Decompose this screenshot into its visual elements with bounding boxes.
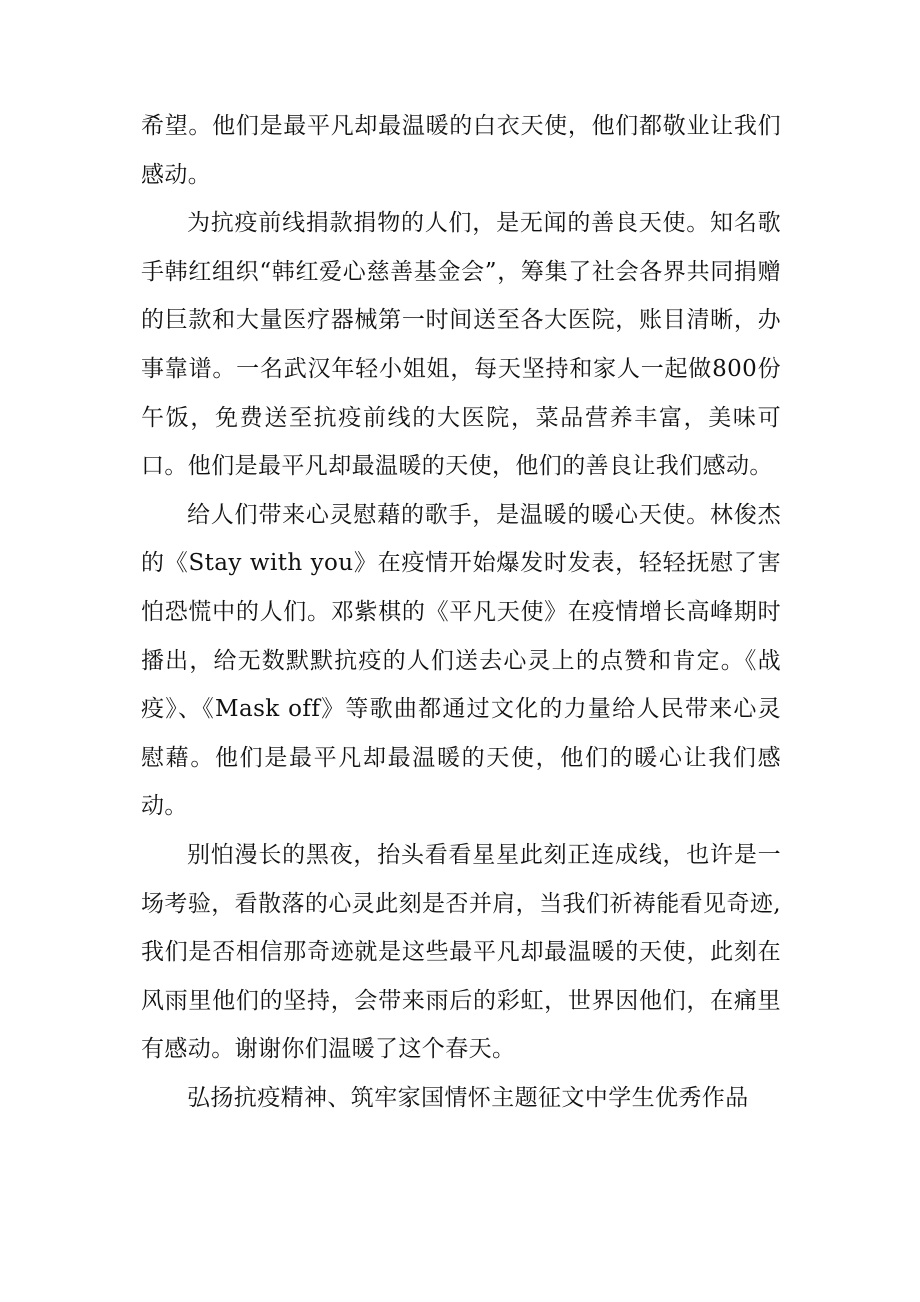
paragraph-conclusion: 别怕漫长的黑夜，抬头看看星星此刻正连成线，也许是一场考验，看散落的心灵此刻是否并肩，当我们祈祷能看见奇迹,我们是否相信那奇迹就是这些最平凡却最温暖的天使，此刻在风雨里他们的坚持，会带来雨后的彩虹，世界因他们，在痛里有感动。谢谢你们温暖了这个春天。 (141, 841, 781, 1063)
paragraph-singers: 给人们带来心灵慰藉的歌手，是温暖的暖心天使。林俊杰的《Stay with you》在疫情开始爆发时发表，轻轻抚慰了害怕恐慌中的人们。邓紫棋的《平凡天使》在疫情增长高峰期时播出，给无数默默抗疫的人们送去心灵上的点赞和肯定。《战疫》、《Mask off》等歌曲都通过文化的力量给人民带来心灵慰藉。他们是最平凡却最温暖的天使，他们的暖心让我们感动。 (141, 501, 781, 820)
document-body (141, 102, 781, 1122)
paragraph-donors: 为抗疫前线捐款捐物的人们，是无闻的善良天使。知名歌手韩红组织“韩红爱心慈善基金会”，筹集了社会各界共同捐赠的巨款和大量医疗器械第一时间送至各大医院，账目清晰，办事靠谱。一名武汉年轻小姐姐，每天坚持和家人一起做800份午饭，免费送至抗疫前线的大医院，菜品营养丰富，美味可口。他们是最平凡却最温暖的天使，他们的善良让我们感动。 (141, 210, 781, 480)
paragraph-title-footer: 弘扬抗疫精神、筑牢家国情怀主题征文中学生优秀作品 (187, 1084, 749, 1111)
paragraph-continuation: 希望。他们是最平凡却最温暖的白衣天使，他们都敬业让我们感动。 (141, 113, 781, 188)
